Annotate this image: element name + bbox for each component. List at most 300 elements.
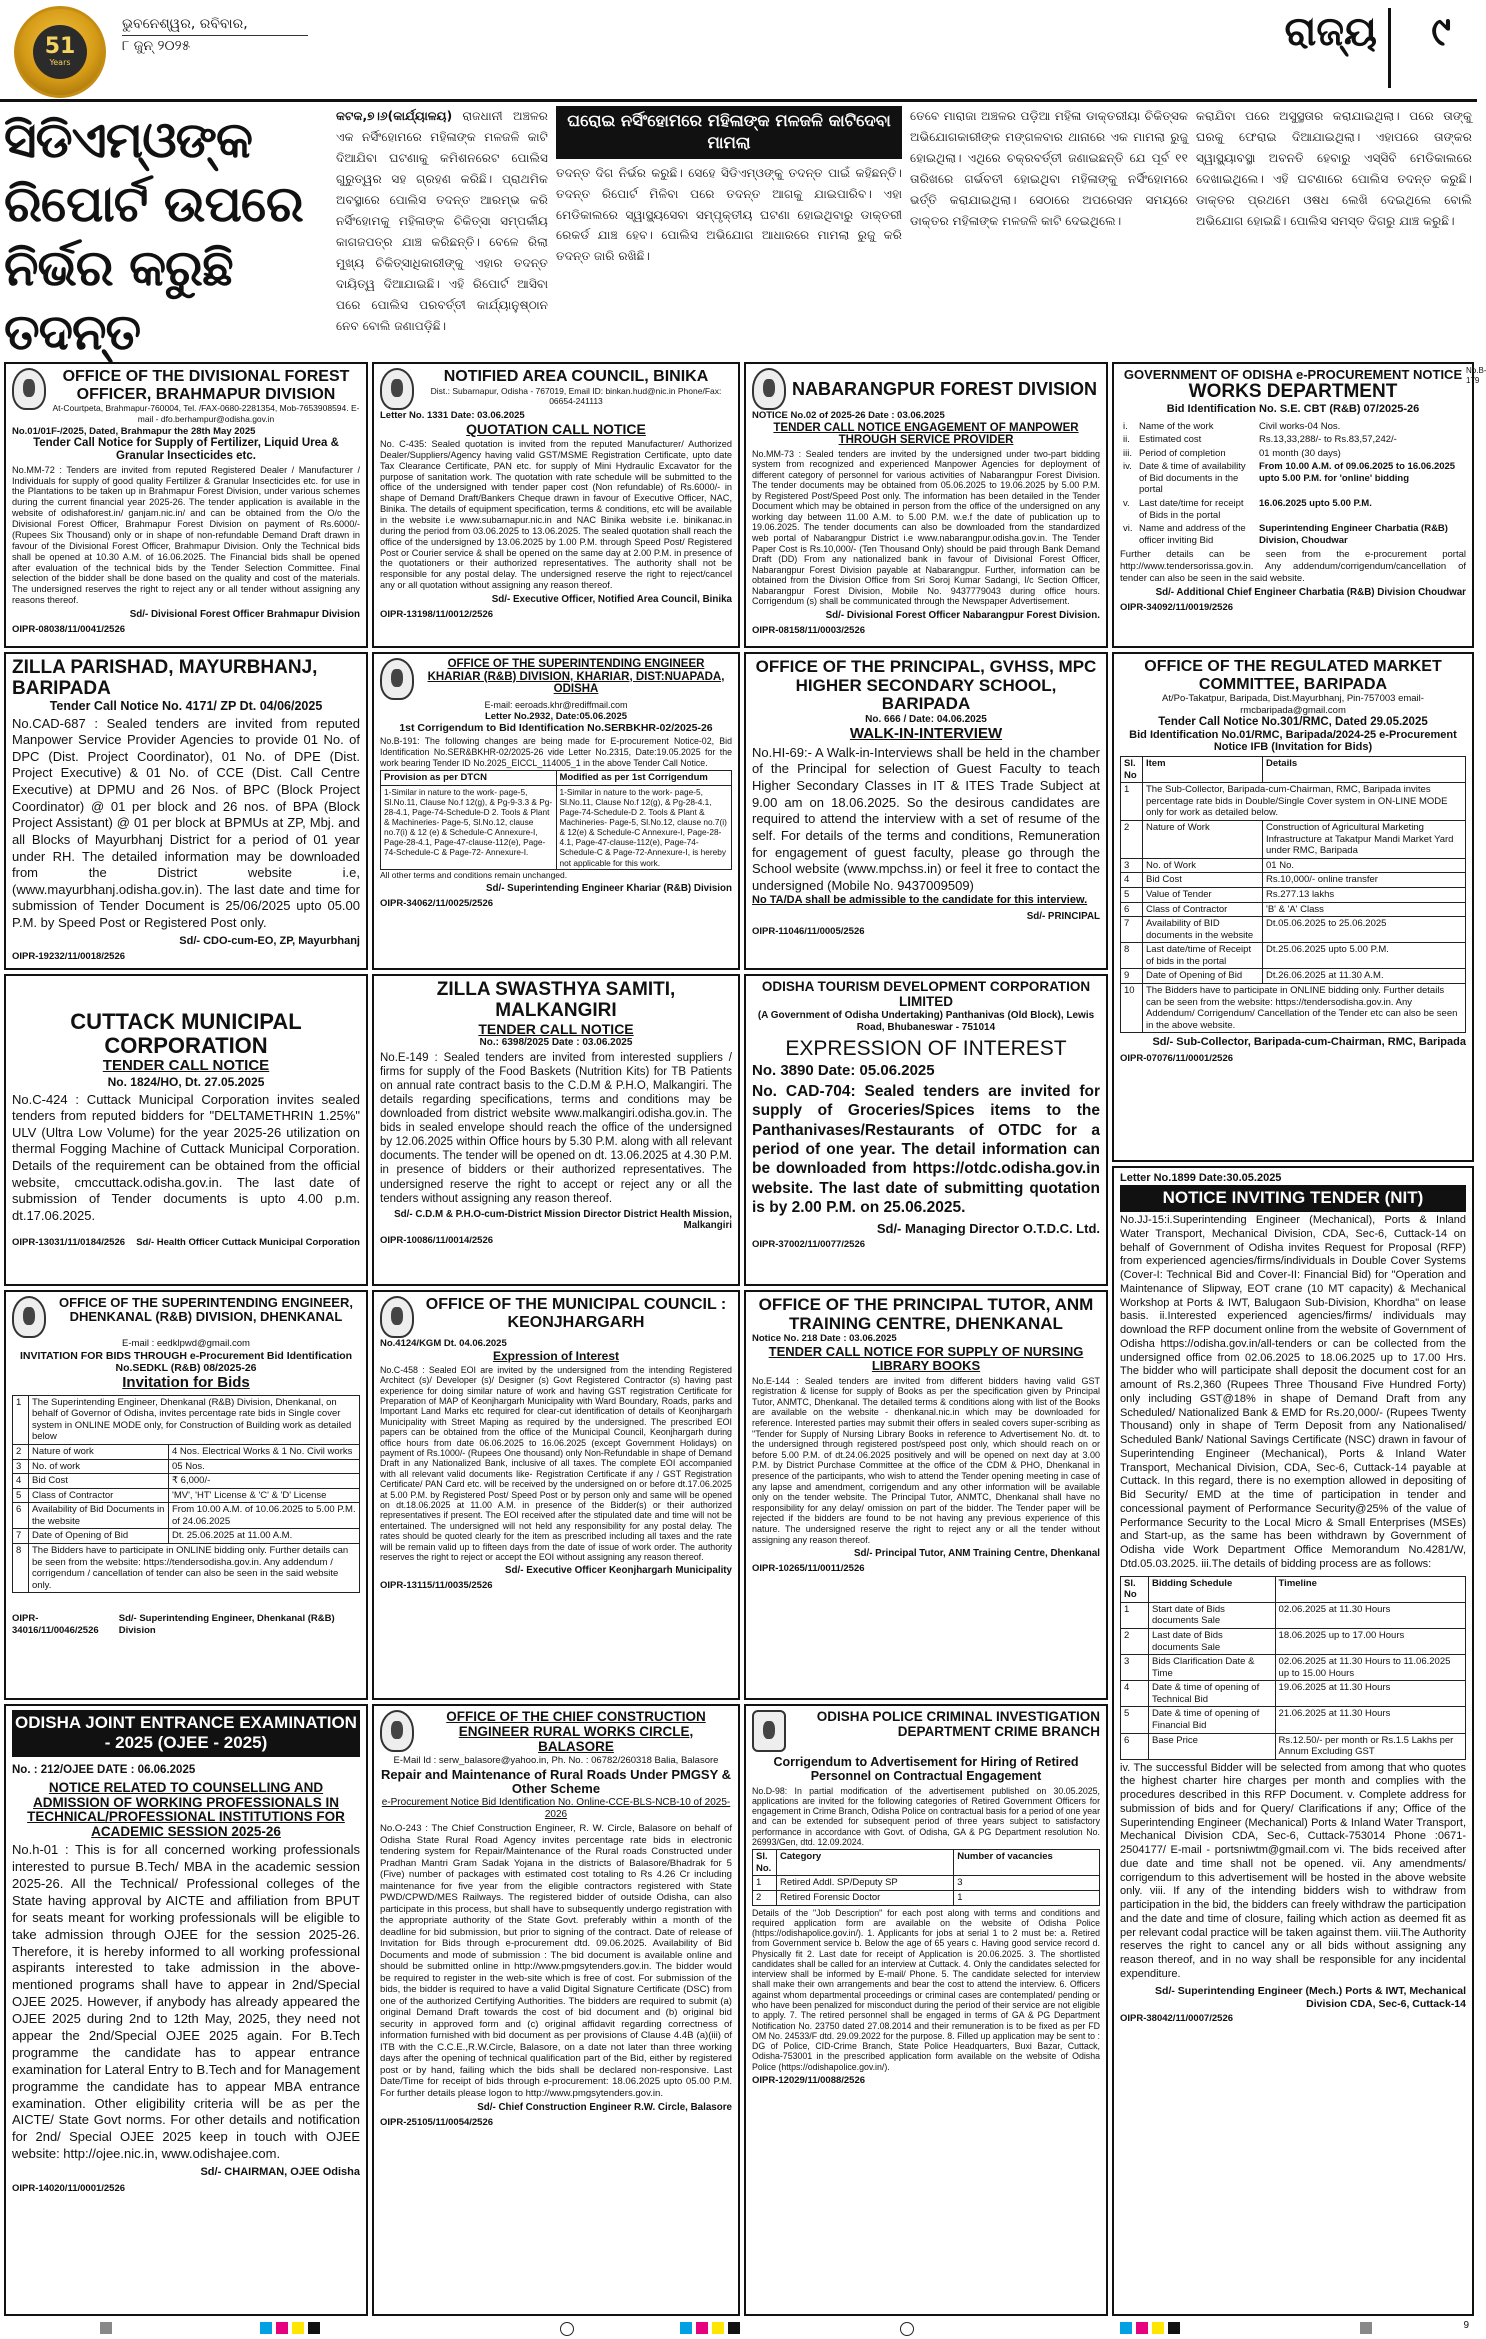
ad-subtitle: Tender Call Notice No. 4171/ ZP Dt. 04/06/2025: [49, 698, 323, 713]
table-row: [1121, 1576, 1466, 1602]
table-cell: 1: [13, 1395, 29, 1444]
ad-subtitle: Letter No.2932, Date:05.06.2025: [484, 710, 628, 722]
table-row: [13, 1503, 360, 1529]
table-cell: 1-Similar in nature to the work- page-5, Sl.No.11, Clause No.f 12(g), & Pg-28-4.1, Page-74-Schedule-D 2. Tools & Plant & Machineries- Page-5, Sl.No.12, clause no.7(i) & 12(e) & Schedule-C Annexure-I, Page-28-4.1, Page-47-clause-112(e), Page-74-Schedule-C & Page-72-Annexure-I, is hereby not applicable for this work.: [556, 785, 732, 869]
police-badge-icon: [752, 1710, 786, 1752]
table-row: [1121, 873, 1466, 888]
table-row: [13, 1444, 360, 1459]
table-cell: Bidding Schedule: [1149, 1576, 1276, 1602]
table-row: [1121, 969, 1466, 984]
table-cell: Sl. No: [1121, 1576, 1149, 1602]
ad-heading: TENDER CALL NOTICE FOR SUPPLY OF NURSING LIBRARY BOOKS: [768, 1343, 1084, 1374]
table-cell: Superintending Engineer Charbatia (R&B) Division, Choudwar: [1259, 523, 1448, 546]
table-cell: Start date of Bids documents Sale: [1149, 1602, 1276, 1628]
table-cell: 02.06.2025 at 11.30 Hours: [1275, 1602, 1465, 1628]
table-cell: The Sub-Collector, Baripada-cum-Chairman, RMC, Baripada invites percentage rate bids in Double/Single Cover system in ON-LINE MODE only for work as detailed below.: [1143, 783, 1466, 821]
table-cell: Sl. No: [1121, 757, 1143, 783]
table-cell: 1-Similar in nature to the work- page-5, Sl.No.11, Clause No.f 12(g), & Pg-9-3.3 & Pg-28-4.1, Page-74-Schedule-D 2. Tools & Plant & Machineries- Page-5, Sl.No.12, clause no.7(i) & 12 (e) & Schedule-C Annexure-I, Page-28-4.1, Page-47-clause-112(e), Page-74-Schedule-C & Page-72- Annexure-I.: [381, 785, 557, 869]
ad-heading: QUOTATION CALL NOTICE: [466, 420, 646, 437]
table-row: [1121, 821, 1466, 859]
table-row: [381, 785, 732, 869]
ad-ref: OIPR-14020/11/0001/2526: [12, 2182, 126, 2194]
ad-body-2: Details of the "Job Description" for each post along with terms and conditions and required application form are available on the website of Odisha Police (https://odishapolice.gov.in/). 1. Applicants for jobs at serial 1 to 2 must be: a. Retired from Government service b. Below the age of 65 years c. Having good service record d. Physically fit 2. Last date for receipt of Application is 20.06.2025. 3. The shortlisted candidates shall be called for an interview at Cuttack. 4. Only the candidates selected for interview shall be informed by E-mail/ Phone. 5. The candidate selected for interview shall make their own arrangements and bear the cost to attend the interview. 6. Officers against whom departmental proceedings or criminal cases are contemplated/ pending or who have been penalized for misconduct during the period of their service are not eligible to apply. 7. The retired personnel shall be engaged in terms of GA & PG Department Notification No. 23750 dated 27.08.2014 and their remuneration is to be fixed as per FD OM No. 24533/F dtd. 29.09.2022 for the purpose. 8. Filled up application may be sent to : DG of Police, CID-Crime Branch, State Police Headquarters, Buxi Bazar, Cuttack, Odisha-753001 in the prescribed application form available on the website of Odisha Police (https://odishapolice.gov.in/).: [752, 1907, 1100, 2072]
table-cell: Provision as per DTCN: [381, 771, 557, 786]
ad-body: No.C-458 : Sealed EOI are invited by the undersigned from the intending Registered Architect (s)/ Developer (s)/ Designer (s) Govt Registered Contractor (s) having past experience for doing similar nature of work and having GST registration Certificate for Preparation of MAP of Keonjhargarh Municipality with Ward Boundary, Roads, parks and Important Land Marks etc required for clear-cut identification of details of Keonjhargarh Municipality with Street Maping as required by the undersigned. The prescribed EOI papers can be obtained from the office of the Municipal Council, Keonjhargarh during office hours from date 06.06.2025 to 16.06.2025 (except Government Holidays) on payment of Rs.1000/- (Rupees One thousand) only Non-Refundable in shape of Demand Draft in any Nationalized Bank, inclusive of all taxes. The complete EOI accompanied with all relevant valid documents like- Registration Certificate if any / GST Registration Certificate/ PAN Card etc. will be received by the undersigned on or before dt.17.06.2025 at 5.00 P.M. by Registered Post/ Speed Post or by person only and same will be opened on dt.18.06.2025 at 11.00 A.M. in presence of the Bidder(s) or their authorized representatives if present. The EOI received after the stipulated date and time will not be entertained. The undersigned will not held any responsibility for any postal delay. The rates should be quoted clearly for the item as prescribed including all taxes and the rate will be remain valid up to fifteen days from the date of issue of work order. The authority reserves the right to reject or accept the EOI without assigning any reason thereof.: [380, 1364, 732, 1563]
table-cell: Rs.10,000/- online transfer: [1263, 873, 1466, 888]
swatch-magenta: [276, 2322, 288, 2334]
table-cell: 21.06.2025 at 11.30 Hours: [1275, 1707, 1465, 1733]
table-row: [1121, 887, 1466, 902]
ad-signature: Sd/- Sub-Collector, Baripada-cum-Chairman, RMC, Baripada: [1152, 1036, 1466, 1049]
table-cell: Name of the work: [1139, 420, 1214, 432]
table-cell: 01 No.: [1263, 858, 1466, 873]
ad-signature: Sd/- C.D.M & P.H.O-cum-District Mission Director District Health Mission, Malkangiri: [394, 1208, 732, 1232]
table-cell: Details: [1263, 757, 1466, 783]
table-cell: Dt.26.06.2025 at 11.30 A.M.: [1263, 969, 1466, 984]
swatch-black: [728, 2322, 740, 2334]
ad-body: Further details can be seen from the e-procurement portal http://www.tendersorissa.gov.in. Any addendum/corrigendum/cancellation of tender can also be seen in the said website.: [1120, 549, 1466, 584]
table-cell: 1: [753, 1876, 777, 1891]
logo-sub: Years: [49, 58, 71, 68]
table-cell: Date & time of opening of Financial Bid: [1149, 1707, 1276, 1733]
ad-heading: EXPRESSION OF INTEREST: [785, 1037, 1067, 1061]
swatch-black: [1168, 2322, 1180, 2334]
table-cell: Class of Contractor: [1143, 902, 1263, 917]
table-row: [1121, 1628, 1466, 1654]
anniversary-badge: [33, 25, 87, 79]
ad-note: No TA/DA shall be admissible to the candidate for this interview.: [752, 894, 1088, 907]
ad-ref: OIPR-13031/11/0184/2526: [12, 1236, 126, 1248]
odisha-emblem-icon: [380, 1296, 414, 1338]
ad-signature: Sd/- Principal Tutor, ANM Training Centre, Dhenkanal: [853, 1548, 1100, 1560]
ad-heading: Tender Call Notice for Supply of Fertilizer, Liquid Urea & Granular Insecticides etc.: [33, 437, 339, 463]
table-cell: Dt. 25.06.2025 at 11.00 A.M.: [169, 1529, 360, 1544]
table-cell: 4: [1121, 1681, 1149, 1707]
table-cell: 05 Nos.: [169, 1459, 360, 1474]
ad-title: ODISHA POLICE CRIMINAL INVESTIGATION DEPARTMENT CRIME BRANCH: [816, 1709, 1100, 1739]
swatch-yellow: [1152, 2322, 1164, 2334]
ad-title: OFFICE OF THE CHIEF CONSTRUCTION ENGINEER RURAL WORKS CIRCLE, BALASORE: [446, 1709, 706, 1754]
swatch-grey: [1360, 2322, 1372, 2334]
table-cell: Retired Forensic Doctor: [777, 1890, 954, 1905]
ad-body: No. C-435: Sealed quotation is invited from the reputed Manufacturer/ Authorized Dealer/Suppliers/Agency having valid GST/MSME Registration Certificate, upto date Tax Clearance Certificate, PAN etc. for supply of Mini Hydraulic Excavator for the purpose of sanitation work. The quotation with rate schedule will be submitted to the office of the undersigned with tender paper cost (Non refundable) of Rs.6000/- in shape of Demand Draft/Bankers Cheque drawn in favour of Executive Officer, NAC, Binika. The details of equipment specification, terms & conditions, etc will be available in the website i.e www.subarnapur.nic.in and NAC Binika website i.e. binikanac.in during the period from 03.06.2025 to 13.06.2025. The sealed quotation shall reach the office of the undersigned by 13.06.2025 by 1.00 P.M. through Speed Post/ Registered Post or Courier service & shall be opened on the same day at 2.00 P.M. in presence of the quotationers or their authorized representatives. The authority shall not be responsible for any postal delay. The undersigned reserve the right to reject/cancel any or all quotation without assigning any reason thereof.: [380, 438, 732, 591]
table-cell: Modified as per 1st Corrigendum: [556, 771, 732, 786]
table-cell: Rs.277.13 lakhs: [1263, 887, 1466, 902]
table-row: [1121, 1602, 1466, 1628]
ad-ref: OIPR-07076/11/0001/2526: [1120, 1052, 1234, 1064]
table-row: [1121, 1733, 1466, 1759]
table-row: [1120, 460, 1466, 497]
table-cell: 4: [13, 1474, 29, 1489]
ad-title: OFFICE OF THE PRINCIPAL, GVHSS, MPC HIGHER SECONDARY SCHOOL, BARIPADA: [755, 657, 1097, 714]
table-cell: v.: [1123, 498, 1130, 510]
ad-table: [752, 1849, 1100, 1905]
table-cell: Number of vacancies: [954, 1850, 1100, 1876]
table-cell: Date & time of availability of Bid documents in the portal: [1139, 461, 1246, 496]
ad-ref: OIPR-37002/11/0077/2526: [752, 1239, 866, 1251]
ad-signature: Sd/- Executive Officer, Notified Area Council, Binika: [491, 594, 732, 605]
ad-ref: OIPR-19232/11/0018/2526: [12, 951, 126, 963]
table-cell: Date of Opening of Bid: [29, 1529, 169, 1544]
ad-subtitle: No.4124/KGM Dt. 04.06.2025: [380, 1338, 507, 1349]
table-cell: Category: [777, 1850, 954, 1876]
table-cell: 'B' & 'A' Class: [1263, 902, 1466, 917]
table-row: [13, 1529, 360, 1544]
ad-sub: At-Courtpeta, Brahmapur-760004, Tel. /FAX-0680-2281354, Mob-7653908594. E-mail - dfo.berhampur@odisha.gov.in: [52, 403, 360, 424]
table-cell: 3: [1121, 1655, 1149, 1681]
ad-body: No.h-01 : This is for all concerned working professionals interested to pursue B.Tech/ MBA in the academic session 2025-26. All the Technical/ Professional colleges of the State having approval by AICTE and affiliation from BPUT for seats meant for working professionals will be eligible to take admission through OJEE for the session 2025-26. Therefore, it is hereby informed to all working professional aspirants interested to take admission in the above- mentioned programs shall have to appear in 2nd/Special OJEE 2025. However, if anybody has already appeared the OJEE 2025 during 2nd to 12th May, 2025, they need not appear the 2nd/Special OJEE 2025 again. For B.Tech programme the candidate has to appear entrance examination for Lateral Entry to B.Tech and for Management programme the candidate has to appear MBA entrance examination. Other eligibility criteria will be as per the AICTE/ State Govt norms. For other details and notification for 2nd/ Special OJEE 2025 keep in touch with OJEE website: http://ojee.nic.in, www.odishajee.com.: [12, 1842, 360, 2162]
ad-subtitle: Letter No.1899 Date:30.05.2025: [1120, 1172, 1282, 1184]
ad-otdc: [744, 974, 1108, 1286]
table-cell: 2: [1121, 821, 1143, 859]
ad-heading: NOTICE RELATED TO COUNSELLING AND ADMISSION OF WORKING PROFESSIONALS IN TECHNICAL/PROFESSIONAL INSTITUTIONS FOR ACADEMIC SESSION 2025-26: [27, 1779, 345, 1840]
issue-date: [122, 14, 422, 57]
table-cell: 5: [1121, 887, 1143, 902]
table-cell: 3: [1121, 858, 1143, 873]
table-cell: Estimated cost: [1139, 434, 1202, 446]
table-cell: Timeline: [1275, 1576, 1465, 1602]
ad-title: OFFICE OF THE DIVISIONAL FOREST OFFICER, BRAHMAPUR DIVISION: [62, 368, 350, 403]
ad-body: No.MM-72 : Tenders are invited from reputed Registered Dealer / Manufacturer / Individuals for supply of good quality Fertilizer & Granular Insecticides etc. for use in the Plantations to be taken up in Brahmapur Forest Division, under various schemes during the current financial year 2025-26. The tender application is available in the website of odishaforest.in/ ganjam.nic.in/ and can be obtained from the O/o the Divisional Forest Officer, Brahmapur Forest Division on payment of Rs.6000/- (Rupees Six Thousand) only or in shape of non-refundable Demand Draft drawn in favour of the Divisional Forest Officer, Brahmapur Division. Only the Technical bids shall be opened at 10.30 A.M. of 16.06.2025. The Financial bids shall be opened after evaluation of the technical bids by the Tender Selection Committee. Final selection of the bidder shall be done based on the quality and cost of the materials. The undersigned reserves the right to reject any or all tender without assigning any reasons thereof.: [12, 464, 360, 606]
swatch-yellow: [712, 2322, 724, 2334]
header-divider: [1388, 8, 1391, 88]
swatch-yellow: [292, 2322, 304, 2334]
table-row: [1121, 783, 1466, 821]
ad-title: OFFICE OF THE PRINCIPAL TUTOR, ANM TRAINING CENTRE, DHENKANAL: [758, 1295, 1094, 1333]
table-cell: 18.06.2025 up to 17.00 Hours: [1275, 1628, 1465, 1654]
ad-forest-brahmapur: [4, 362, 368, 648]
ad-ref: OIPR-38042/11/0007/2526: [1120, 2013, 1234, 2025]
ad-cuttack-mc: [4, 974, 368, 1286]
ad-body: No.E-144 : Sealed tenders are invited from different bidders having valid GST registration & license for supply of Books as per the specification given by Principal Tutor, ANMTC, Dhenkanal. The detailed terms & conditions along with list of the Books are available on the website - dhenkanal.nic.in which may be downloaded for reference. Interested parties may submit their offers in sealed covers super-scribing as "Tender for Supply of Nursing Library Books in reference to Advertisement No. dt. to the undersigned through registered post/speed post only, which should reach on or before 5.00 P.M. of dt.24.06.2025 positively and will be opened on next day at 3.00 P.M. by District Purchase Committee at the office of the CDM & PHO, Dhenkanal in presence of the participants, who wish to attend the Tender opening meeting in case of any lapse and amendment, corrigendum and any other information will be available only on the tender website. The Principal Tutor, ANMTC, Dhenkanal shall have no responsibility for any delay/ omission on part of the bidder. The Tender paper will be rejected if the bidders are found to be not having any previous experience of this nature. The undersigned reserve the right to reject any or all the tender without assigning any reason thereof.: [752, 1375, 1100, 1545]
ad-body: No.JJ-15:i.Superintending Engineer (Mechanical), Ports & Inland Water Transport, Mechanical Division, CDA, Sec-6, Cuttack-14 on behalf of Government of Odisha invites Request for Proposal (RFP) from experienced agencies/firms/individuals in Double Cover Systems (Cover-I: Technical Bid and Cover-II: Financial Bid) for "Operation and Maintenance of Slipway, EOT crane (10 MT capacity) & Mechanical Workshop at Ports & IWT, Balugaon Sub-Division, Khordha" on lease basis. ii.Interested experienced agencies/firms/ individuals may download the RFP document online from the website of Government of Odisha https://odisha.gov.in/all-tenders or can be collected from the undersigned office from 02.06.2025 to 18.06.2025 up to 17.00 Hrs. The bidder who will participate shall deposit the document cost for an amount of Rs.2,360 (Rupees Three Thousand Five Hundred Forty) only including GST@18% in shape of Demand Draft from any Scheduled/ Nationalized Bank & EMD for Rs.20,000/- (Rupees Twenty Thousand) only in shape of Term Deposit from any Nationalised/ Scheduled Bank/ National Savings Certificate (NSC) drawn in favour of Superintending Engineer (Mechanical), Ports & Inland Water Transport, Mechanical Division, CDA, Sec-6, Cuttack-14 payable at Cuttack. In this regard, there is no exemption allowed in depositing of Bid Security/ EMD at the time of participation in tender and concessional payment of Performance Security@25% of the value of Performance Security to the Local Micro & Small Enterprises (MSEs) and Start-up, as the same has been withdrawn by Government of Odisha vide Work Department Office Memorandum No.4281/W, Dtd.05.03.2025. iii.The details of bidding process are as follows:: [1120, 1214, 1466, 1570]
odisha-emblem-icon: [380, 1710, 414, 1752]
ad-title: CUTTACK MUNICIPAL CORPORATION: [70, 1009, 302, 1059]
ad-signature: Sd/- Divisional Forest Officer Nabarangpur Forest Division.: [825, 609, 1100, 621]
ad-signature: Sd/- Executive Officer Keonjhargarh Municipality: [504, 1565, 732, 1577]
table-cell: vi.: [1123, 523, 1133, 535]
table-row: [1121, 943, 1466, 969]
ad-body: No.C-424 : Cuttack Municipal Corporation invites sealed tenders from reputed bidders for "DELTAMETHRIN 1.25%" ULV (Ultra Low Volume) for the year 2025-26 utilization on thermal Fogging Machine of Cuttack Municipal Corporation. Details of the requirement can be obtained from the official website, cmccuttack.odisha.gov.in. The last date of submission of Tender documents is upto 4.00 p.m. dt.17.06.2025.: [12, 1091, 360, 1223]
table-row: [1121, 1707, 1466, 1733]
ad-heading: Bid Identification No.01/RMC, Baripada/2024-25 e-Procurement Notice IFB (Invitation for Bids): [1129, 728, 1457, 754]
ad-body: No. CAD-704: Sealed tenders are invited for supply of Groceries/Spices items to the Panthanivases/Restaurants of OTDC for a period of one year. The detail information can be downloaded from https://otdc.odisha.gov.in website. The last date of submitting quotation is by 2.00 P.M. on 25.06.2025.: [752, 1082, 1100, 1217]
ad-subtitle: INVITATION FOR BIDS THROUGH e-Procurement Bid Identification No.SEDKL (R&B) 08/2025-26: [19, 1349, 353, 1375]
ad-ref: OIPR-34062/11/0025/2526: [380, 898, 494, 909]
ad-body: No.B-191: The following changes are being made for E-procurement Notice-02, Bid Identification No.SER&BKHR-02/2025-26 vide Letter No.2315, Date:19.05.2025 for the work bearing Tender ID No.2025_EICCL_114005_1 in the above Tender Call Notice.: [380, 736, 732, 768]
news-middle: [556, 106, 902, 358]
table-row: [1121, 858, 1466, 873]
ad-signature: Sd/- Health Officer Cuttack Municipal Corporation: [136, 1236, 360, 1248]
table-cell: Rs.13,33,288/- to Rs.83,57,242/-: [1259, 434, 1397, 446]
ad-ref: OIPR-08038/11/0041/2526: [12, 623, 126, 635]
print-marks: [0, 2318, 1477, 2339]
table-cell: Last date/time for receipt of Bids in the portal: [1139, 498, 1244, 521]
table-row: [1121, 1681, 1466, 1707]
table-cell: 1: [1121, 1602, 1149, 1628]
ad-ref: OIPR-10265/11/0011/2526: [752, 1563, 865, 1575]
section-title: ରାଜ୍ୟ: [1284, 9, 1377, 55]
ad-signature: Sd/- Superintending Engineer, Dhenkanal (R&B) Division: [118, 1613, 335, 1636]
table-cell: From 10.00 A.M. of 09.06.2025 to 16.06.2025 upto 5.00 P.M. for 'online' bidding: [1259, 461, 1456, 484]
table-row: [13, 1474, 360, 1489]
page-mark: 9: [1463, 2320, 1469, 2331]
news-column-1: [336, 106, 548, 358]
swatch-cyan: [1120, 2322, 1132, 2334]
ad-body: No.CAD-687 : Sealed tenders are invited from reputed Manpower Service Provider Agencies to provide 01 No. of DPC (Dist. Project Coordinator), 01 No. of DPE (Dist. Project Executive) & 01 No. of CCE (Dist. Call Centre Executive) at DPMU and 26 Nos. of BPC (Block Project Coordinator) @ 01 per block and 26 nos. of BPA (Block Project Assistant) @ 01 per block at BPMUs at ZP, Mbj. and all Blocks of Mayurbhanj District for a period of 01 year under RH. The detailed information may be downloaded from the District website i.e, (www.mayurbhanj.odisha.gov.in). The last date and time for submission of Tender Document is 25/06/2025 upto 05.00 P.M. by Speed Post or Registered Post only.: [12, 715, 360, 931]
ad-subtitle: No.: 6398/2025 Date : 03.06.2025: [479, 1037, 633, 1049]
ad-sub: E-mail: eeroads.khr@rediffmail.com: [484, 700, 628, 710]
table-cell: 16.06.2025 upto 5.00 P.M.: [1259, 498, 1372, 510]
table-cell: Bids Clarification Date & Time: [1149, 1655, 1276, 1681]
date-line-1: ଭୁବନେଶ୍ୱର, ରବିବାର,: [122, 14, 308, 36]
ad-heading: Repair and Maintenance of Rural Roads Under PMGSY & Other Scheme: [380, 1767, 732, 1797]
ad-subtitle: No. 666 / Date: 04.06.2025: [865, 714, 987, 726]
table-cell: No. of work: [29, 1459, 169, 1474]
ad-ref: OIPR-10086/11/0014/2526: [380, 1235, 494, 1247]
ad-ref: OIPR-13198/11/0012/2526: [380, 608, 494, 620]
table-cell: 10: [1121, 984, 1143, 1033]
ad-subtitle: NOTICE No.02 of 2025-26 Date : 03.06.2025: [752, 410, 945, 421]
table-cell: Retired Addl. SP/Deputy SP: [777, 1876, 954, 1891]
ad-heading: Invitation for Bids: [122, 1374, 250, 1392]
table-cell: 8: [13, 1544, 29, 1593]
table-cell: 2: [753, 1890, 777, 1905]
ad-khariar-rb: [372, 652, 740, 970]
table-cell: Value of Tender: [1143, 887, 1263, 902]
ad-signature: Sd/- CDO-cum-EO, ZP, Mayurbhanj: [179, 934, 360, 947]
table-row: [753, 1850, 1100, 1876]
table-cell: ii.: [1123, 434, 1130, 446]
ad-title: OFFICE OF THE REGULATED MARKET COMMITTEE, BARIPADA: [1144, 658, 1442, 693]
masthead: [0, 0, 1477, 102]
table-row: [1121, 902, 1466, 917]
ad-title: GOVERNMENT OF ODISHA e-PROCUREMENT NOTICE: [1123, 367, 1463, 382]
table-row: [13, 1488, 360, 1503]
ad-nac-binika: [372, 362, 740, 648]
news-headline: ସିଡିଏମ୍ଓଙ୍କ ରିପୋର୍ଟ ଉପରେ ନିର୍ଭର କରୁଛି ତଦନ୍ତ: [4, 111, 303, 361]
ad-title: NOTIFIED AREA COUNCIL, BINIKA: [443, 368, 709, 385]
date-line-2: ୮ ଜୁନ୍ ୨୦୨୫: [122, 38, 191, 54]
logo-number: 51: [44, 34, 76, 60]
ad-ref: OIPR-34092/11/0019/2526: [1120, 602, 1234, 614]
ad-subtitle: Letter No. 1331 Date: 03.06.2025: [380, 410, 525, 421]
ad-signature: Sd/- Chief Construction Engineer R.W. Circle, Balasore: [477, 2102, 732, 2114]
odisha-emblem-icon: [380, 658, 414, 700]
table-cell: Name and address of the officer inviting Bid: [1139, 523, 1246, 546]
odisha-emblem-icon: [380, 368, 414, 410]
ad-zss-malkangiri: [372, 974, 740, 1286]
table-cell: The Superintending Engineer, Dhenkanal (R&B) Division, Dhenkanal, on behalf of Governor of Odisha, invites percentage rate bids in Single cover system in ONLINE MODE only, for Construction of Building work as detailed below: [29, 1395, 360, 1444]
ad-title: ODISHA JOINT ENTRANCE EXAMINATION - 2025 (OJEE - 2025): [12, 1710, 360, 1757]
news-dateline: କଟକ,୭।୬(କାର୍ଯ୍ୟାଳୟ): [336, 109, 453, 123]
ad-heading: WORKS DEPARTMENT: [1188, 381, 1398, 403]
ad-rural-works-balasore: [372, 1704, 740, 2316]
table-cell: Bid Cost: [29, 1474, 169, 1489]
ad-signature: Sd/- Additional Chief Engineer Charbatia (R&B) Division Choudwar: [1155, 587, 1466, 599]
ad-signature: Sd/- Superintending Engineer Khariar (R&B) Division: [485, 883, 732, 895]
ad-title: OFFICE OF THE SUPERINTENDING ENGINEER KHARIAR (R&B) DIVISION, KHARIAR, DIST:NUAPADA, ODISHA: [427, 658, 725, 696]
table-cell: 3: [13, 1459, 29, 1474]
table-cell: 6: [1121, 902, 1143, 917]
ad-table: [1120, 756, 1466, 1033]
table-row: [13, 1459, 360, 1474]
table-cell: The Bidders have to participate in ONLINE bidding only. Further details can be seen from the website: https://tendersodisha.gov.in. Any Addendum/ Corrigendum/ Cancellation of the Tender etc can also be seen in the above website.: [1143, 984, 1466, 1033]
ad-gvhss-baripada: [744, 652, 1108, 970]
table-cell: iii.: [1123, 447, 1132, 459]
ad-note: All other terms and conditions remain unchanged.: [380, 869, 568, 880]
ad-title: NABARANGPUR FOREST DIVISION: [792, 379, 1098, 399]
ad-heading: 1st Corrigendum to Bid Identification No.SERBKHR-02/2025-26: [399, 721, 713, 734]
news-column-4: କରାଯିବା ପରେ ଅସୁସ୍ଥତାର କରାଯାଇଥିଲା। ପରେ ତାଙ୍କୁ ଘରକୁ ଫେରାଇ ଦିଆଯାଇଥିଲା। ଏହାପରେ ତାଙ୍କର ସ୍ୱାସ୍ଥ୍ୟାବସ୍ଥା ଅବନତି ହେବାରୁ ଏସ୍‌ସିବି ମେଡିକାଲରେ ଦେଖାଇଥିଲେ। ଏହି ଘଟଣାରେ ପୋଲିସ ତଦନ୍ତ କରୁଛି। ଡାକ୍ତର ପ୍ରଥମେ ଓଷଧ ଲେଖି ଦେଇଥିଲେ ବୋଲି ଅଭିଯୋଗ ହୋଇଛି। ପୋଲିସ ସମସ୍ତ ଦିଗରୁ ଯାଞ୍ଚ କରୁଛି।: [1196, 109, 1472, 228]
ad-ojee-2025: [4, 1704, 368, 2316]
ad-signature: Sd/- Divisional Forest Officer Brahmapur Division: [129, 608, 360, 620]
ad-nabarangpur-forest: [744, 362, 1108, 648]
ad-subtitle: e-Procurement Notice Bid Identification No. Online-CCE-BLS-NCB-10 of 2025-2026: [381, 1796, 731, 1820]
table-cell: 2: [1121, 1628, 1149, 1654]
swatch-magenta: [1136, 2322, 1148, 2334]
ad-signature: Sd/- Superintending Engineer (Mech.) Ports & IWT, Mechanical Division CDA, Sec-6, Cuttack-14: [1155, 1984, 1466, 2010]
table-cell: Base Price: [1149, 1733, 1276, 1759]
table-cell: Date & time of opening of Technical Bid: [1149, 1681, 1276, 1707]
ad-signature: Sd/- Managing Director O.T.D.C. Ltd.: [876, 1220, 1100, 1236]
ad-subtitle: Notice No. 218 Date : 03.06.2025: [752, 1333, 897, 1345]
table-cell: From 10.00 A.M. of 10.06.2025 to 5.00 P.M. of 24.06.2025: [169, 1503, 360, 1529]
odisha-emblem-icon: [752, 368, 786, 410]
table-cell: Nature of work: [29, 1444, 169, 1459]
ad-title: OFFICE OF THE SUPERINTENDING ENGINEER, DHENKANAL (R&B) DIVISION, DHENKANAL: [59, 1295, 353, 1325]
table-cell: Availability of BID documents in the website: [1143, 917, 1263, 943]
table-cell: 4 Nos. Electrical Works & 1 No. Civil works: [169, 1444, 360, 1459]
ad-zilla-parishad-mayurbhanj: [4, 652, 368, 970]
table-cell: 4: [1121, 873, 1143, 888]
table-cell: i.: [1123, 420, 1128, 432]
table-cell: The Bidders have to participate in ONLINE bidding only. Further details can be seen from the website: https://tendersodisha.gov.in. Any addendum / corrigendum / cancellation of tender can also be seen in the said website only.: [29, 1544, 360, 1593]
table-row: [753, 1890, 1100, 1905]
ad-ref: OIPR-12029/11/0088/2526: [752, 2075, 866, 2086]
table-cell: ₹ 6,000/-: [169, 1474, 360, 1489]
ad-dhenkanal-rb: [4, 1290, 368, 1700]
table-cell: 5: [1121, 1707, 1149, 1733]
table-cell: Construction of Agricultural Marketing Infrastructure at Takatpur Mandi Market Yard under RMC, Baripada: [1263, 821, 1466, 859]
ad-keonjhargarh-mc: [372, 1290, 740, 1700]
table-cell: 8: [1121, 943, 1143, 969]
ad-table: [380, 770, 732, 869]
ad-ref: OIPR-08158/11/0003/2526: [752, 624, 866, 636]
table-cell: Sl. No.: [753, 1850, 777, 1876]
ad-subtitle: No. 1824/HO, Dt. 27.05.2025: [107, 1074, 265, 1089]
ad-title: ODISHA TOURISM DEVELOPMENT CORPORATION LIMITED: [761, 979, 1091, 1009]
ad-sub: E-mail : eedklpwd@gmail.com: [122, 1338, 250, 1349]
odisha-emblem-icon: [12, 368, 46, 410]
table-cell: Period of completion: [1139, 447, 1226, 459]
swatch-cyan: [680, 2322, 692, 2334]
anniversary-logo: [14, 6, 106, 98]
ad-body: No.D-98: In partial modification of the advertisement published on 30.05.2025, applications are invited for the following categories of Retired Government Officers for engagement in Crime Branch, Odisha Police on contractual basis for a period of one year and can be extended for subsequent period of three years subject to satisfactory performance in accordance with Govt. of Odisha, GA & PG Department resolution No. 26993/Gen, dtd. 12.09.2024.: [752, 1785, 1100, 1847]
ad-heading: TENDER CALL NOTICE: [102, 1057, 270, 1075]
ad-title: ZILLA SWASTHYA SAMITI, MALKANGIRI: [436, 979, 676, 1021]
ad-signature: Sd/- CHAIRMAN, OJEE Odisha: [200, 2166, 360, 2179]
table-row: [1121, 984, 1466, 1033]
ad-ref: OIPR-11046/11/0005/2526: [752, 925, 865, 937]
ad-subtitle: Bid Identification No. S.E. CBT (R&B) 07/2025-26: [1166, 403, 1420, 416]
table-cell: Nature of Work: [1143, 821, 1263, 859]
table-cell: 'MV', 'HT' License & 'C' & 'D' License: [169, 1488, 360, 1503]
ad-subtitle: No. : 212/OJEE DATE : 06.06.2025: [12, 1763, 196, 1776]
ad-table: [1120, 420, 1466, 548]
ad-heading: Corrigendum to Advertisement for Hiring of Retired Personnel on Contractual Engagement: [773, 1755, 1079, 1783]
table-row: [1120, 420, 1466, 434]
table-cell: 9: [1121, 969, 1143, 984]
swatch-magenta: [696, 2322, 708, 2334]
table-row: [1120, 522, 1466, 547]
ad-heading: Expression of Interest: [492, 1348, 620, 1363]
ad-anm-dhenkanal: [744, 1290, 1108, 1700]
table-cell: 1: [1121, 783, 1143, 821]
news-box-title: ଘରୋଇ ନର୍ସିଂହୋମରେ ମହିଳାଙ୍କ ମଳଜଳି କାଟିଦେବା ମାମଲା: [556, 106, 902, 159]
table-row: [1120, 497, 1466, 522]
ad-body-2: iv. The successful Bidder will be selected from among that who quotes the highest charter hire charges per month and complies with the procedures described in this RFP Document. v. Complete address for submission of bids and for Query/ Clarifications if any; Office of the Superintending Engineer (Mechanical) Ports & Inland Water Transport, Mechanical Division CDA, Sec-6, Cuttack-753014 Phone :0671- 2504177/ E-mail - portsniwtm@gmail.com vi. The bids received after due date and time shall not be opened. vii. Any amendments/ corrigendum to this advertisement will be hosted in the above website only. viii. If any of the intending bidders wish to withdraw from participation in the bid, the bidders can freely withdraw the participation and the date and time of closure, failing which action as deemed fit as per relevant codal practice will be taken against them. viii.The Authority reserves the right to cancel any or all bids without assigning any reason thereof, and in no way shall be responsible for any incidental expenditure.: [1120, 1761, 1466, 1980]
swatch-black: [308, 2322, 320, 2334]
ad-ref: OIPR-34016/11/0046/2526: [12, 1613, 99, 1636]
ad-sub: E-Mail Id : serw_balasore@yahoo.in, Ph. No. : 06782/260318 Balia, Balasore: [393, 1754, 719, 1766]
ad-heading: TENDER CALL NOTICE ENGAGEMENT OF MANPOWER THROUGH SERVICE PROVIDER: [773, 421, 1079, 447]
table-cell: Bid Cost: [1143, 873, 1263, 888]
news-column-3: ତେବେ ମାରାଜା ଅଞ୍ଚଳର ପଡ଼ିଆ ମହିଳା ଡାକ୍ତରୀୟା ଚିକିତ୍ସକ ଅଭିଯୋଗକାରୀଙ୍କ ମଙ୍ଗଳବାର ଥାନାରେ ଏକ ମାମଲା ରୁଜୁ ହୋଇଥିଲା। ଏଥିରେ ଚକ୍ରବର୍ତ୍ତୀ ଜଣାଇଛନ୍ତି ଯେ ପୂର୍ବ ୧୧ ତାରିଖରେ ଗର୍ଭବତୀ ହୋଇଥିବା ମହିଳାଙ୍କୁ ନର୍ସିଂହୋମରେ ଭର୍ତ୍ତି କରାଯାଇଥିଲା। ସେଠାରେ ଅପରେସନ ସମୟରେ ଡାକ୍ତର ମହିଳାଙ୍କ ମଳଜଳି କାଟି ଦେଇଥିଲେ।: [910, 109, 1188, 228]
swatch-cyan: [260, 2322, 272, 2334]
ad-title: NOTICE INVITING TENDER (NIT): [1120, 1185, 1466, 1212]
table-cell: 2: [13, 1444, 29, 1459]
ad-heading: WALK-IN-INTERVIEW: [849, 725, 1003, 743]
table-cell: 1: [954, 1890, 1100, 1905]
table-row: [381, 771, 732, 786]
table-cell: 7: [1121, 917, 1143, 943]
table-row: [1121, 1655, 1466, 1681]
table-cell: 6: [13, 1503, 29, 1529]
ad-body: No.HI-69:- A Walk-in-Interviews shall be held in the chamber of the Principal for selection of Guest Faculty to teach Higher Secondary Classes in IT & ITES Trade Subject at 9.00 am on 18.06.2025. So the desirous candidates are required to attend the interview with a set of resume of the self. For details of the terms and conditions, Remuneration for engagement of guest faculty, please go through the School website (www.mpchss.in) or feel it free to contact the undersigned (Mobile No. 9437009509): [752, 744, 1100, 893]
table-cell: Civil works-04 Nos.: [1259, 420, 1341, 432]
table-row: [1121, 917, 1466, 943]
table-cell: Class of Contractor: [29, 1488, 169, 1503]
swatch-grey: [100, 2322, 112, 2334]
table-cell: 01 month (30 days): [1259, 447, 1341, 459]
news-text-1: ରାଜଧାନୀ ଅଞ୍ଚଳର ଏକ ନର୍ସିଂହୋମରେ ମହିଳାଙ୍କ ମଳଜଳି କାଟି ଦିଆଯିବା ଘଟଣାକୁ କମିଶନରେଟ ପୋଲିସ ଗୁରୁତ୍ୱର ସହ ଗ୍ରହଣ କରିଛି। ପ୍ରାଥମିକ ଅବସ୍ଥାରେ ପୋଲିସ ତଦନ୍ତ ଆରମ୍ଭ କରି ନର୍ସିଂହୋମକୁ ମହିଳାଙ୍କ ଚିକିତ୍ସା ସମ୍ପର୍କୀୟ କାଗଜପତ୍ର ଯାଞ୍ଚ କରିଛନ୍ତି। ବେଳେ ରିଲା ମୁଖ୍ୟ ଚିକିତ୍ସାଧିକାରୀଙ୍କୁ ଏହାର ତଦନ୍ତ ଦାୟିତ୍ୱ ଦିଆଯାଇଛି। ଏହି ରିପୋର୍ଟ ଆସିବା ପରେ ପୋଲିସ ପରବର୍ତ୍ତୀ କାର୍ଯ୍ୟାନୁଷ୍ଠାନ ନେବ ବୋଲି ଜଣାପଡ଼ିଛି।: [336, 109, 549, 333]
table-row: [1121, 757, 1466, 783]
table-cell: Item: [1143, 757, 1263, 783]
table-cell: 7: [13, 1529, 29, 1544]
ad-signature: Sd/- PRINCIPAL: [1026, 910, 1100, 922]
table-cell: Dt.25.06.2025 upto 5.00 P.M.: [1263, 943, 1466, 969]
table-row: [1120, 447, 1466, 461]
table-cell: 6: [1121, 1733, 1149, 1759]
table-row: [753, 1876, 1100, 1891]
ad-body: No.O-243 : The Chief Construction Engineer, R. W. Circle, Balasore on behalf of Odisha State Rural Road Agency invites percentage rate bids in electronic tendering system for Repair/Maintenance of the Rural roads Constructed under Pradhan Mantri Gram Sadak Yojana in the districts of Balasore/Bhadrak for 5 (Five) number of packages with estimated cost totaling to Rs 4.26 Cr including maintenance for five year from the eligible contractors registered with State PWD/CPWD/MES Railways. The registered bidder of outside Odisha, can also participate in this process, but shall have to subsequently undergo registration with the appropriate authority of the State Govt. preferably within a month of the deadline for bid submission, but prior to signing of the contract. Date of release of Invitation for Bids through e-procurement dtd. 09.06.2025. Availability of Bid Documents and mode of submission : The bid document is available online and should be submitted online in http://www.pmgsytenders.gov.in. The bidder would be required to register in the web-site which is free of cost. For submission of the bids, the bidder is required to have a valid Digital Signature Certificate (DSC) from one of the authorized Certifying Authorities. The bidders are required to submit (a) original Demand Draft towards the cost of bid document and (b) original bid security in approved form and (c) original affidavit regarding correctness of information furnished with bid document as per provisions of Clause 4.4B (a)(iii) of ITB with the C.C.E.,R.W.Circle, Balasore, on a date not later than three working days after the opening of technical qualification part of the Bid, either by registered post or by hand, failing which the bids shall be declared non-responsive. Last Date/Time for receipt of bids through e-procurement: 18.06.2025 upto 05.00 P.M. For further details please logon to http://www.pmgsytenders.gov.in.: [380, 1823, 732, 2099]
ad-ref: OIPR-25105/11/0054/2526: [380, 2117, 494, 2129]
ad-body: No.E-149 : Sealed tenders are invited from interested suppliers / firms for supply of the Food Baskets (Nutrition Kits) for TB Patients on annual rate contract basis to the C.D.M & P.H.O, Malkangiri. The details regarding specifications, terms and conditions may be downloaded from district website www.malkangiri.odisha.gov.in. The bids in sealed envelope should reach the office of the undersigned by 12.06.2025 within Office hours by 5.30 P.M. along with all relevant documents. The tender will be opened on dt. 13.06.2025 at 4.30 P.M. in presence of bidders or their authorized representatives. The undersigned reserve the right to accept or reject any or all the tenders without assigning any reason thereof.: [380, 1052, 732, 1205]
ad-sub: (A Government of Odisha Undertaking) Panthanivas (Old Block), Lewis Road, Bhubaneswar - 751014: [757, 1009, 1095, 1033]
ad-ref: OIPR-13115/11/0035/2526: [380, 1580, 493, 1592]
table-cell: 3: [954, 1876, 1100, 1891]
table-cell: 19.06.2025 at 11.30 Hours: [1275, 1681, 1465, 1707]
table-cell: Availability of Bid Documents in the website: [29, 1503, 169, 1529]
table-cell: Last date/time of Receipt of bids in the portal: [1143, 943, 1263, 969]
table-row: [1120, 433, 1466, 447]
ad-title: ZILLA PARISHAD, MAYURBHANJ, BARIPADA: [12, 657, 318, 699]
table-row: [13, 1544, 360, 1593]
table-cell: Rs.12.50/- per month or Rs.1.5 Lakhs per Annum Excluding GST: [1275, 1733, 1465, 1759]
table-cell: Last date of Bids documents Sale: [1149, 1628, 1276, 1654]
ad-subtitle: Tender Call Notice No.301/RMC, Dated 29.05.2025: [1158, 716, 1428, 729]
